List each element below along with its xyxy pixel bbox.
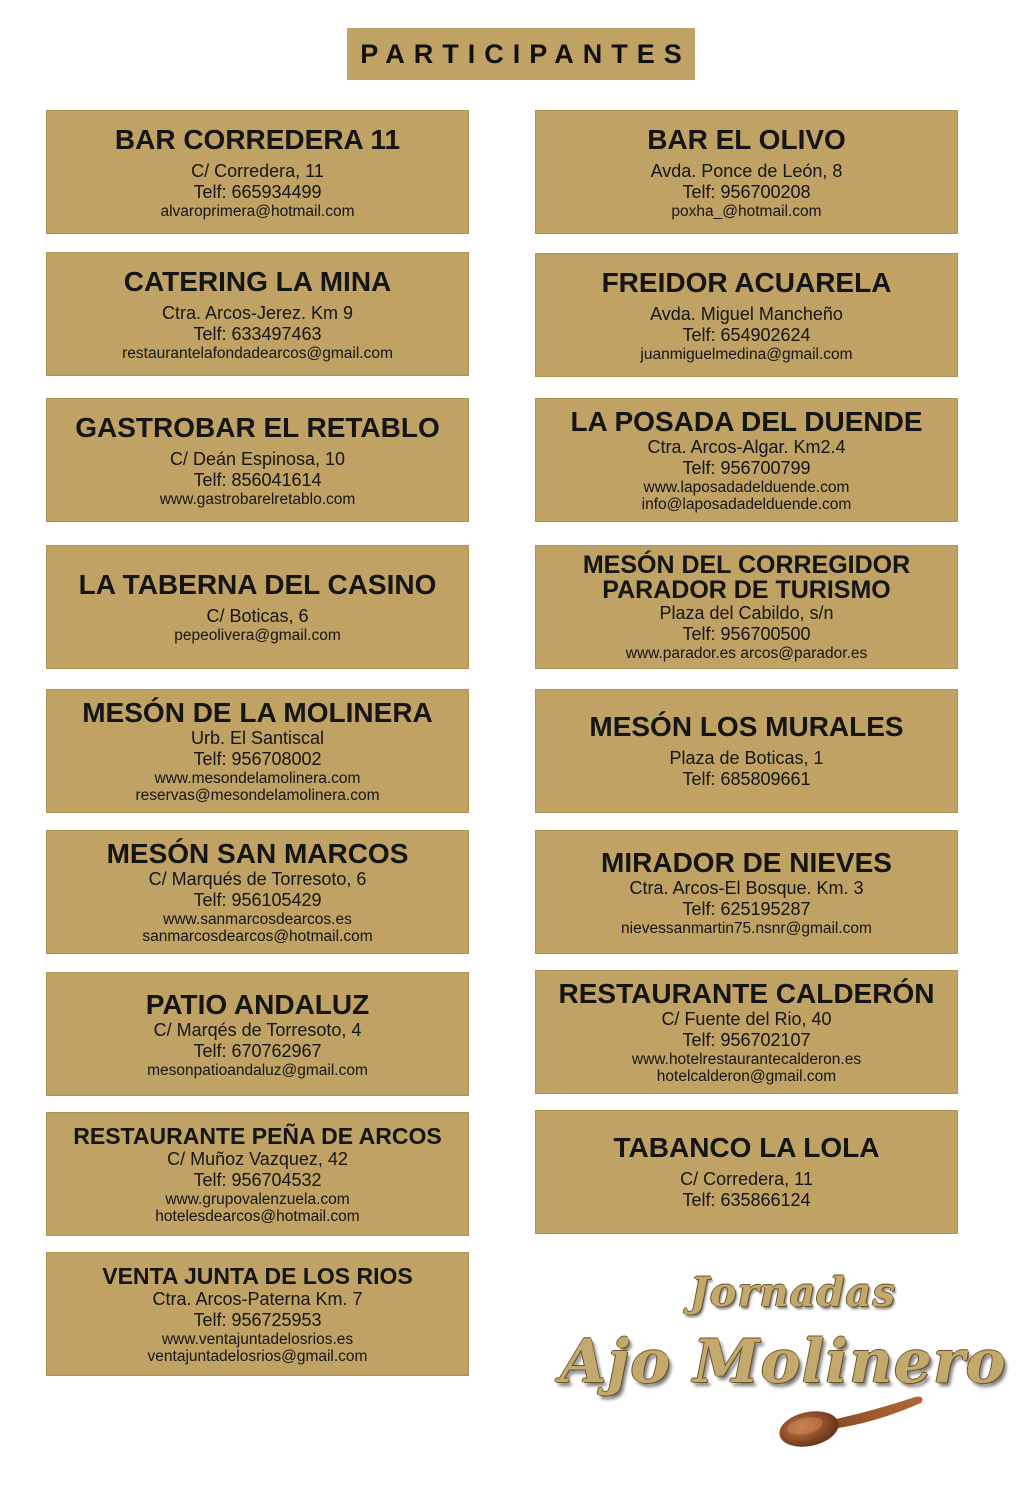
participant-phone: Telf: 956105429 xyxy=(193,890,322,910)
participant-address: C/ Corredera, 11 xyxy=(191,160,324,181)
participant-address: Plaza del Cabildo, s/n xyxy=(659,602,834,623)
participant-phone: Telf: 956700208 xyxy=(682,181,811,202)
participant-phone: Telf: 654902624 xyxy=(682,324,811,345)
participant-phone: Telf: 956700799 xyxy=(682,458,811,478)
participant-address: C/ Corredera, 11 xyxy=(680,1169,813,1189)
participant-website: www.laposadadelduende.com xyxy=(643,479,850,496)
participant-address: Plaza de Boticas, 1 xyxy=(669,748,824,768)
page-title: PARTICIPANTES xyxy=(360,38,691,69)
participant-name: MESÓN DEL CORREGIDOR xyxy=(582,550,911,579)
participant-email: juanmiguelmedina@gmail.com xyxy=(640,345,853,363)
participant-card xyxy=(535,830,958,954)
participant-email: pepeolivera@gmail.com xyxy=(174,627,341,644)
participant-address: Ctra. Arcos-Algar. Km2.4 xyxy=(647,437,846,457)
event-logo xyxy=(550,1255,1007,1455)
participant-email: hotelesdearcos@hotmail.com xyxy=(155,1208,360,1225)
participant-email: nievessanmartin75.nsnr@gmail.com xyxy=(621,919,872,937)
participant-card xyxy=(46,972,469,1096)
participant-name: CATERING LA MINA xyxy=(123,265,392,297)
participant-phone: Telf: 635866124 xyxy=(682,1190,811,1210)
participant-name: VENTA JUNTA DE LOS RIOS xyxy=(102,1263,413,1289)
participant-website: www.hotelrestaurantecalderon.es xyxy=(631,1051,862,1068)
participant-email: ventajuntadelosrios@gmail.com xyxy=(147,1348,368,1365)
participant-card xyxy=(46,398,469,522)
participant-email: sanmarcosdearcos@hotmail.com xyxy=(142,928,373,945)
participant-email: info@laposadadelduende.com xyxy=(641,496,852,513)
participant-email: poxha_@hotmail.com xyxy=(671,202,822,220)
logo-line-ajo-molinero: Ajo Molinero xyxy=(560,1327,1007,1397)
participant-card xyxy=(46,545,469,669)
participant-website: www.ventajuntadelosrios.es xyxy=(161,1331,354,1348)
participant-card xyxy=(535,689,958,813)
participant-address: Ctra. Arcos-Paterna Km. 7 xyxy=(152,1289,363,1309)
participant-name: FREIDOR ACUARELA xyxy=(601,266,892,298)
participant-address: Ctra. Arcos-El Bosque. Km. 3 xyxy=(629,877,864,898)
participant-phone: Telf: 633497463 xyxy=(193,323,322,344)
participant-card xyxy=(46,689,469,813)
participant-address: Urb. El Santiscal xyxy=(190,728,325,748)
participant-phone: Telf: 956725953 xyxy=(193,1310,322,1330)
participant-email: alvaroprimera@hotmail.com xyxy=(160,202,355,220)
participant-name: BAR EL OLIVO xyxy=(647,123,846,155)
participant-website: www.grupovalenzuela.com xyxy=(165,1191,350,1208)
participant-website: www.gastrobarelretablo.com xyxy=(159,490,356,508)
participant-email: hotelcalderon@gmail.com xyxy=(656,1068,837,1085)
participant-address: Avda. Ponce de León, 8 xyxy=(650,160,843,181)
participant-card xyxy=(535,110,958,234)
participant-name: LA POSADA DEL DUENDE xyxy=(570,406,923,437)
participant-email: reservas@mesondelamolinera.com xyxy=(135,787,380,804)
participant-website: www.parador.es arcos@parador.es xyxy=(625,644,868,662)
participant-card xyxy=(535,545,958,669)
participant-card xyxy=(46,110,469,234)
participant-card xyxy=(535,253,958,377)
participant-name: BAR CORREDERA 11 xyxy=(114,123,401,155)
participant-email: restaurantelafondadearcos@gmail.com xyxy=(122,344,393,362)
participant-card xyxy=(46,252,469,376)
participant-address: C/ Boticas, 6 xyxy=(206,606,309,626)
participant-phone: Telf: 856041614 xyxy=(193,469,322,490)
logo-line-jornadas: Jornadas xyxy=(690,1269,897,1316)
participant-phone: Telf: 956702107 xyxy=(682,1030,811,1050)
participant-card xyxy=(535,970,958,1094)
participant-name: MESÓN DE LA MOLINERA xyxy=(82,697,433,728)
participant-phone: Telf: 625195287 xyxy=(682,898,811,919)
participant-website: www.mesondelamolinera.com xyxy=(154,770,361,787)
participant-name-line2: PARADOR DE TURISMO xyxy=(602,575,891,604)
participant-phone: Telf: 956704532 xyxy=(193,1170,322,1190)
participant-address: C/ Deán Espinosa, 10 xyxy=(169,448,346,469)
participant-phone: Telf: 670762967 xyxy=(193,1040,322,1061)
participant-address: C/ Marqés de Torresoto, 4 xyxy=(153,1019,362,1040)
participant-name: PATIO ANDALUZ xyxy=(145,988,370,1020)
participant-phone: Telf: 956700500 xyxy=(682,623,811,644)
participant-address: C/ Muñoz Vazquez, 42 xyxy=(167,1149,348,1169)
participant-address: Ctra. Arcos-Jerez. Km 9 xyxy=(161,302,354,323)
participant-email: mesonpatioandaluz@gmail.com xyxy=(147,1061,368,1079)
title-banner xyxy=(347,28,695,80)
participant-address: C/ Marqués de Torresoto, 6 xyxy=(148,869,367,889)
participant-address: Avda. Miguel Mancheño xyxy=(650,303,843,324)
participant-name: RESTAURANTE PEÑA DE ARCOS xyxy=(73,1123,442,1149)
participant-website: www.sanmarcosdearcos.es xyxy=(163,911,352,928)
participant-card xyxy=(46,1112,469,1236)
participant-address: C/ Fuente del Rio, 40 xyxy=(661,1009,832,1029)
participant-card xyxy=(535,398,958,522)
participant-phone: Telf: 685809661 xyxy=(682,769,811,789)
participant-card xyxy=(46,830,469,954)
participant-card xyxy=(46,1252,469,1376)
participant-name: GASTROBAR EL RETABLO xyxy=(75,411,440,443)
participant-name: LA TABERNA DEL CASINO xyxy=(78,569,437,600)
participant-phone: Telf: 956708002 xyxy=(193,749,322,769)
participant-card xyxy=(535,1110,958,1234)
participant-name: MESÓN SAN MARCOS xyxy=(106,838,409,869)
wooden-spoon-icon xyxy=(775,1383,935,1453)
participant-name: RESTAURANTE CALDERÓN xyxy=(558,978,935,1009)
participant-name: MIRADOR DE NIEVES xyxy=(601,846,892,878)
participant-phone: Telf: 665934499 xyxy=(193,181,322,202)
participant-name: TABANCO LA LOLA xyxy=(613,1132,880,1163)
participant-name: MESÓN LOS MURALES xyxy=(589,711,904,742)
